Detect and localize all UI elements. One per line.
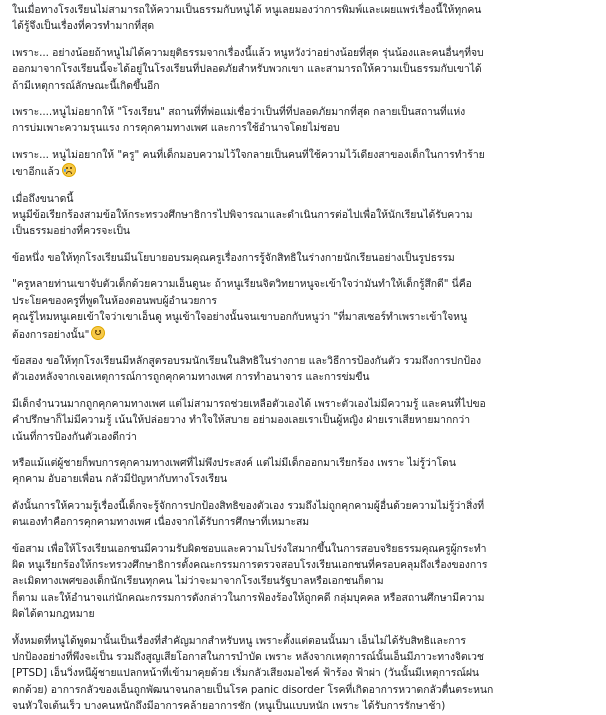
sad-face-icon xyxy=(62,163,76,177)
post-text-line xyxy=(12,147,594,163)
post-text-line xyxy=(12,590,594,606)
post-text: คุกคาม อับอายเพื่อน กลัวมีปัญหากับทางโรงเรียน xyxy=(12,473,228,486)
post-text-line xyxy=(12,665,594,681)
post-text: ตกด้วย) อาการกลัวของเอ็นถูกพัฒนาจนกลายเป็นโรค panic disorder โรคที่เกิดอาการหวาดกลัวตื่นตระหนก xyxy=(12,683,494,696)
post-text-line xyxy=(12,573,594,589)
post-text: ถ้ามีเหตุการณ์ลักษณะนี้เกิดขึ้นอีก xyxy=(12,79,160,92)
post-text: เพราะ... อย่างน้อยถ้าหนูไม่ได้ความยุติธรรมจากเรื่องนี้แล้ว หนูหวังว่าอย่างน้อยที่สุด รุ่นน้องและคนอื่นๆที่จบ xyxy=(12,46,484,59)
post-text-line xyxy=(12,471,594,487)
post-text: ทั้งหมดที่หนูได้พูดมานั้นเป็นเรื่องที่สำคัญมากสำหรับหนู เพราะตั้งแต่ตอนนั้นมา เอ็นไม่ได้รับสิทธิและการ xyxy=(12,634,466,647)
post-text-line xyxy=(12,223,594,239)
post-text-line xyxy=(12,649,594,665)
post-paragraph xyxy=(12,498,594,531)
post-text: ได้รู้จึงเป็นเรื่องที่ควรทำมากที่สุด xyxy=(12,20,155,33)
post-paragraph xyxy=(12,455,594,488)
post-text-line xyxy=(12,309,594,325)
post-text-line xyxy=(12,514,594,530)
post-text: เขาอีกแล้ว xyxy=(12,166,60,179)
post-text-line xyxy=(12,369,594,385)
post-text: ประโยคของครูที่พูดในห้องตอนพบผู้อำนวยการ xyxy=(12,294,217,307)
post-text: คำปรึกษาก็ไม่มีความรู้ เน้นให้ปล่อยวาง ทำใจให้สบาย อย่ามองเลยเราเป็นผู้หญิง ฝ่ายเราเสียหายมากกว่า xyxy=(12,414,470,427)
post-text-line xyxy=(12,455,594,471)
post-text: เน้นที่การป้องกันตัวเองดีกว่า xyxy=(12,430,137,443)
post-text-line xyxy=(12,18,594,34)
post-text: ดังนั้นการให้ความรู้เรื่องนี้เด็กจะรู้จักการปกป้องสิทธิของตัวเอง รวมถึงไม่ถูกคุกคามผู้อื่นด้วยความไม่รู้ว่าสิ่งที่ xyxy=(12,499,485,512)
post-paragraph xyxy=(12,276,594,343)
post-text-line xyxy=(12,429,594,445)
post-text-line xyxy=(12,498,594,514)
post-text: ข้อสอง ขอให้ทุกโรงเรียนมีหลักสูตรอบรมนักเรียนในสิทธิในร่างกาย และวิธีการป้องกันตัว รวมถึงการปกป้อง xyxy=(12,354,482,367)
post-text-line xyxy=(12,250,594,266)
post-text-line xyxy=(12,163,594,180)
post-text-line xyxy=(12,698,594,714)
post-paragraph xyxy=(12,147,594,181)
smile-face-icon xyxy=(91,326,105,340)
post-text-line xyxy=(12,61,594,77)
post-text-line xyxy=(12,396,594,412)
post-text-line xyxy=(12,606,594,622)
post-paragraph xyxy=(12,633,594,715)
post-text: ปกป้องอย่างที่พึงจะเป็น รวมถึงสูญเสียโอกาสในการบำบัด เพราะ หลังจากเหตุการณ์นั้นเอ็นมีภาวะทางจิตเวช xyxy=(12,651,484,663)
post-text-line xyxy=(12,326,594,343)
post-text: จนหัวใจเต้นเร็ว บางคนหนักถึงมีอาการคล้ายอาการชัก (หนูเป็นแบบหนัก เพราะ ได้รับการรักษาช้า) xyxy=(12,700,446,713)
post-paragraph xyxy=(12,396,594,445)
post-paragraph xyxy=(12,104,594,137)
post-text: หนูมีข้อเรียกร้องสามข้อให้กระทรวงศึกษาธิการไปพิจารณาและดำเนินการต่อไปเพื่อให้นักเรียนได้รับความ xyxy=(12,209,473,222)
post-text-line xyxy=(12,78,594,94)
post-text: การบ่มเพาะความรุนแรง การคุกคามทางเพศ และการใช้อำนาจโดยไม่ชอบ xyxy=(12,122,340,135)
post-paragraph xyxy=(12,541,594,623)
post-text-line xyxy=(12,45,594,61)
post-text: หรือแม้แต่ผู้ชายก็พบการคุกคามทางเพศที่ไม่พึงประสงค์ แต่ไม่มีเด็กออกมาเรียกร้อง เพราะ ไม่รู้ว่าโดน xyxy=(12,456,456,469)
post-text-line xyxy=(12,557,594,573)
post-text-line xyxy=(12,633,594,649)
post-text-line xyxy=(12,353,594,369)
post-text-line xyxy=(12,412,594,428)
post-text: เพราะ... หนูไม่อยากให้ "ครู" คนที่เด็กมอบความไว้ใจกลายเป็นคนที่ใช้ความไว้เดียงสาของเด็กในการทำร้าย xyxy=(12,148,485,161)
post-paragraph xyxy=(12,250,594,266)
post-text: ตนเองทำคือการคุกคามทางเพศ เนื่องจากได้รับการศึกษาที่เหมาะสม xyxy=(12,516,310,529)
post-paragraph xyxy=(12,191,594,240)
post-text-line xyxy=(12,207,594,223)
post-text: ตัวเองหลังจากเจอเหตุการณ์การถูกคุกคามทางเพศ การทำอนาจาร และการข่มขืน xyxy=(12,371,370,384)
post-text: ก็ตาม และให้อำนาจแก่นักคณะกรรมการดังกล่าวในการฟ้องร้องให้ถูกคดี กลุ่มบุคคล หรือสถานศึกษามีความ xyxy=(12,591,485,604)
post-text: ต้องการอย่างนั้น" xyxy=(12,328,90,341)
post-text: คุณรู้ไหมหนูเคยเข้าใจว่าเขาเอ็นดู หนูเข้าใจอย่างนั้นจนเขาบอกกับหนูว่า "ที่มาสเซอร์ทำเพราะเข้าใจหนู xyxy=(12,311,468,324)
post-text: [PTSD] เอ็นวิ่งหนีผู้ชายแปลกหน้าที่เข้ามาคุยด้วย เริ่มกลัวเสียงมอไซค์ ฟ้าร้อง ฟ้าผ่า (วันนั้นมีเหตุการณ์ฝน xyxy=(12,667,479,680)
post-text: ออกมาจากโรงเรียนนี้จะได้อยู่ในโรงเรียนที่ปลอดภัยสำหรับพวกเขา และสามารถให้ความเป็นธรรมกับเขาได้ xyxy=(12,63,482,76)
post-text-line xyxy=(12,191,594,207)
post-text-line xyxy=(12,104,594,120)
post-text-line xyxy=(12,276,594,292)
post-text: เพราะ....หนูไม่อยากให้ "โรงเรียน" สถานที่ที่พ่อแม่เชื่อว่าเป็นที่ที่ปลอดภัยมากที่สุด กลายเป็นสถานที่แห่ง xyxy=(12,106,466,119)
post-text-line xyxy=(12,120,594,136)
post-text: "ครูหลายท่านเขาจับตัวเด็กด้วยความเอ็นดูนะ ถ้าหนูเรียนจิตวิทยาหนูจะเข้าใจว่ามันทำให้เด็กรู้สึกดี" นี่คือ xyxy=(12,278,472,291)
post-paragraph xyxy=(12,2,594,35)
post-text: เมื่อถึงขนาดนี้ xyxy=(12,192,74,205)
post-paragraph xyxy=(12,45,594,94)
post-text-line xyxy=(12,293,594,309)
post-text: ข้อหนึ่ง ขอให้ทุกโรงเรียนมีนโยบายอบรมคุณครูเรื่องการรู้จักสิทธิในร่างกายนักเรียนอย่างเป็นรูปธรรม xyxy=(12,251,455,264)
post-text: ผิดได้ตามกฎหมาย xyxy=(12,608,95,621)
post-text: ในเมื่อทางโรงเรียนไม่สามารถให้ความเป็นธรรมกับหนูได้ หนูเลยมองว่าการพิมพ์และเผยแพร่เรื่องนี้ให้ทุกคน xyxy=(12,4,482,16)
post-text-line xyxy=(12,541,594,557)
post-text: ผิด หนูเรียกร้องให้กระทรวงศึกษาธิการตั้งคณะกรรมการตรวจสอบโรงเรียนเอกชนที่ครอบคลุมถึงเรื่องของการ xyxy=(12,558,488,571)
post-text: ละเมิดทางเพศของเด็กนักเรียนทุกคน ไม่ว่าจะมาจากโรงเรียนรัฐบาลหรือเอกชนก็ตาม xyxy=(12,575,384,588)
post-text: เป็นธรรมอย่างที่ควรจะเป็น xyxy=(12,225,130,238)
post-text: ข้อสาม เพื่อให้โรงเรียนเอกชนมีความรับผิดชอบและความโปร่งใสมากขึ้นในการสอบจริยธรรมคุณครูผู้กระทำ xyxy=(12,542,487,555)
post-text: มีเด็กจำนวนมากถูกคุกคามทางเพศ แต่ไม่สามารถช่วยเหลือตัวเองได้ เพราะตัวเองไม่มีความรู้ และคนที่ไปขอ xyxy=(12,397,486,410)
post-paragraph xyxy=(12,353,594,386)
post-text-line xyxy=(12,2,594,18)
